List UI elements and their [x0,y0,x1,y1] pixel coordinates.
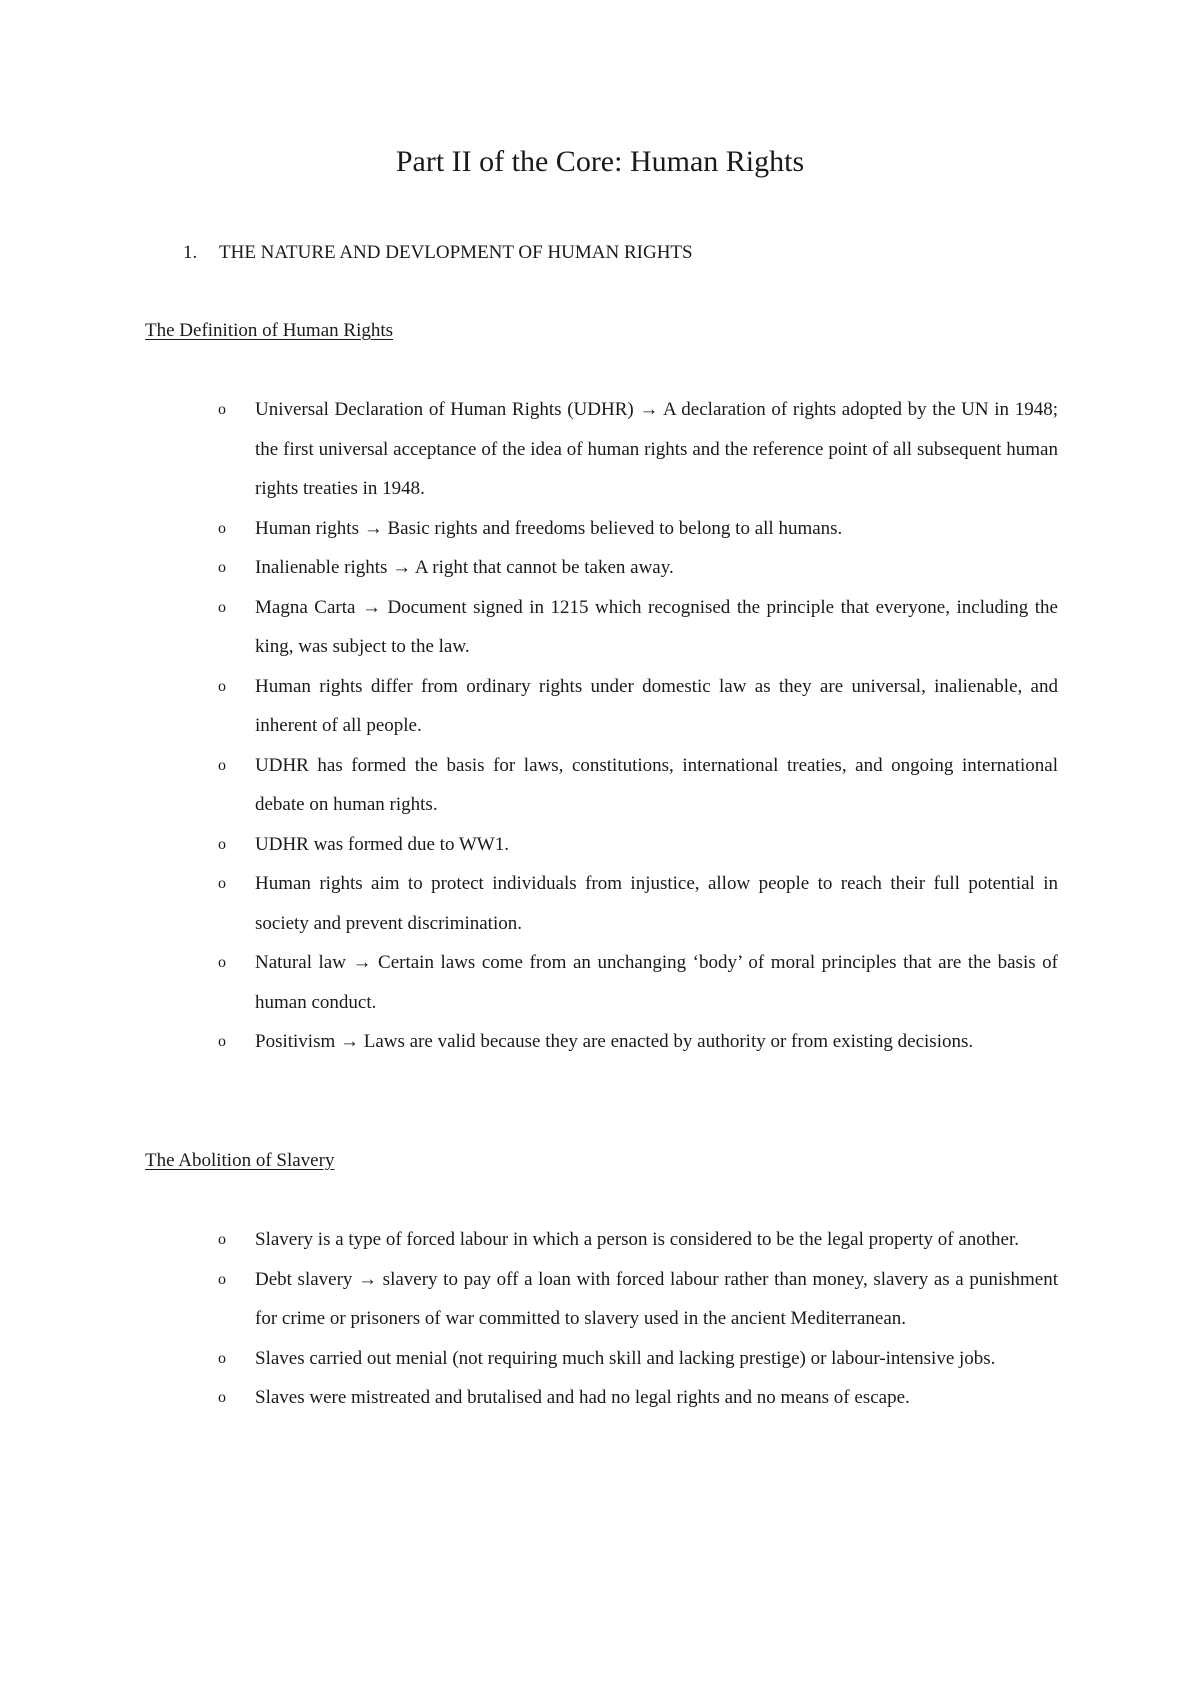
list-item [218,746,1058,825]
bullet-marker: o [218,598,226,616]
list-item-text: UDHR has formed the basis for laws, constitutions, international treaties, and ongoing international debate on human rights. [255,754,1058,815]
list-item [218,509,1058,549]
list-item-text: Human rights aim to protect individuals from injustice, allow people to reach their full potential in society and prevent discrimination. [255,873,1058,934]
list-item-text: Magna Carta → Document signed in 1215 which recognised the principle that everyone, including the king, was subject to the law. [255,596,1058,657]
bullet-marker: o [218,559,226,576]
document-title: Part II of the Core: Human Rights [395,145,805,178]
list-item-text: Slaves carried out menial (not requiring much skill and lacking prestige) or labour-intensive jobs. [255,1347,996,1369]
bullet-marker: o [218,401,226,418]
list-item [218,588,1058,667]
bullet-marker: o [218,756,226,774]
list-item-text: Debt slavery → slavery to pay off a loan with forced labour rather than money, slavery as a punishment for crime or prisoners of war committed to slavery used in the ancient Mediterranean. [255,1268,1058,1329]
bullet-marker: o [218,1231,226,1248]
bullet-marker: o [218,1033,226,1050]
list-item [218,390,1058,509]
list-item-text: Inalienable rights → A right that cannot be taken away. [255,557,674,578]
list-item-text: Human rights → Basic rights and freedoms believed to belong to all humans. [255,517,843,539]
list-item [218,1022,1058,1062]
list-item-text: UDHR was formed due to WW1. [255,833,509,855]
section-number: 1. [183,242,198,263]
list-item [218,864,1058,943]
list-item-text: Positivism → Laws are valid because they are enacted by authority or from existing decisions. [255,1031,974,1052]
list-item-text: Slaves were mistreated and brutalised and had no legal rights and no means of escape. [255,1387,910,1408]
list-item-text: Universal Declaration of Human Rights (UDHR) → A declaration of rights adopted by the UN in 1948; the first universal acceptance of the idea of human rights and the reference point of all subsequent human rights treaties in 1948. [255,399,1058,499]
bullet-marker: o [218,835,226,853]
bullet-marker: o [218,677,226,695]
list-item-text: Slavery is a type of forced labour in which a person is considered to be the legal property of another. [255,1229,1019,1250]
bullet-marker: o [218,1349,226,1367]
list-item [218,667,1058,746]
bullet-marker: o [218,519,226,537]
bullet-marker: o [218,1270,226,1288]
list-item [218,1220,1058,1260]
bullet-marker: o [218,1389,226,1406]
bullet-marker: o [218,954,226,971]
abolition-bullet-list [218,1220,1058,1418]
list-item [218,1339,1058,1379]
list-item [218,1260,1058,1339]
subheading-definition: The Definition of Human Rights [145,320,394,341]
subheading-abolition: The Abolition of Slavery [145,1150,335,1171]
list-item [218,1378,1058,1418]
list-item-text: Natural law → Certain laws come from an unchanging ‘body’ of moral principles that are the basis of human conduct. [255,952,1058,1013]
list-item [218,825,1058,865]
section-heading-text: THE NATURE AND DEVLOPMENT OF HUMAN RIGHTS [219,242,693,263]
bullet-marker: o [218,875,226,892]
list-item-text: Human rights differ from ordinary rights under domestic law as they are universal, inalienable, and inherent of all people. [255,675,1058,736]
list-item [218,943,1058,1022]
section-heading [183,240,693,266]
list-item [218,548,1058,588]
definition-bullet-list [218,390,1058,1062]
